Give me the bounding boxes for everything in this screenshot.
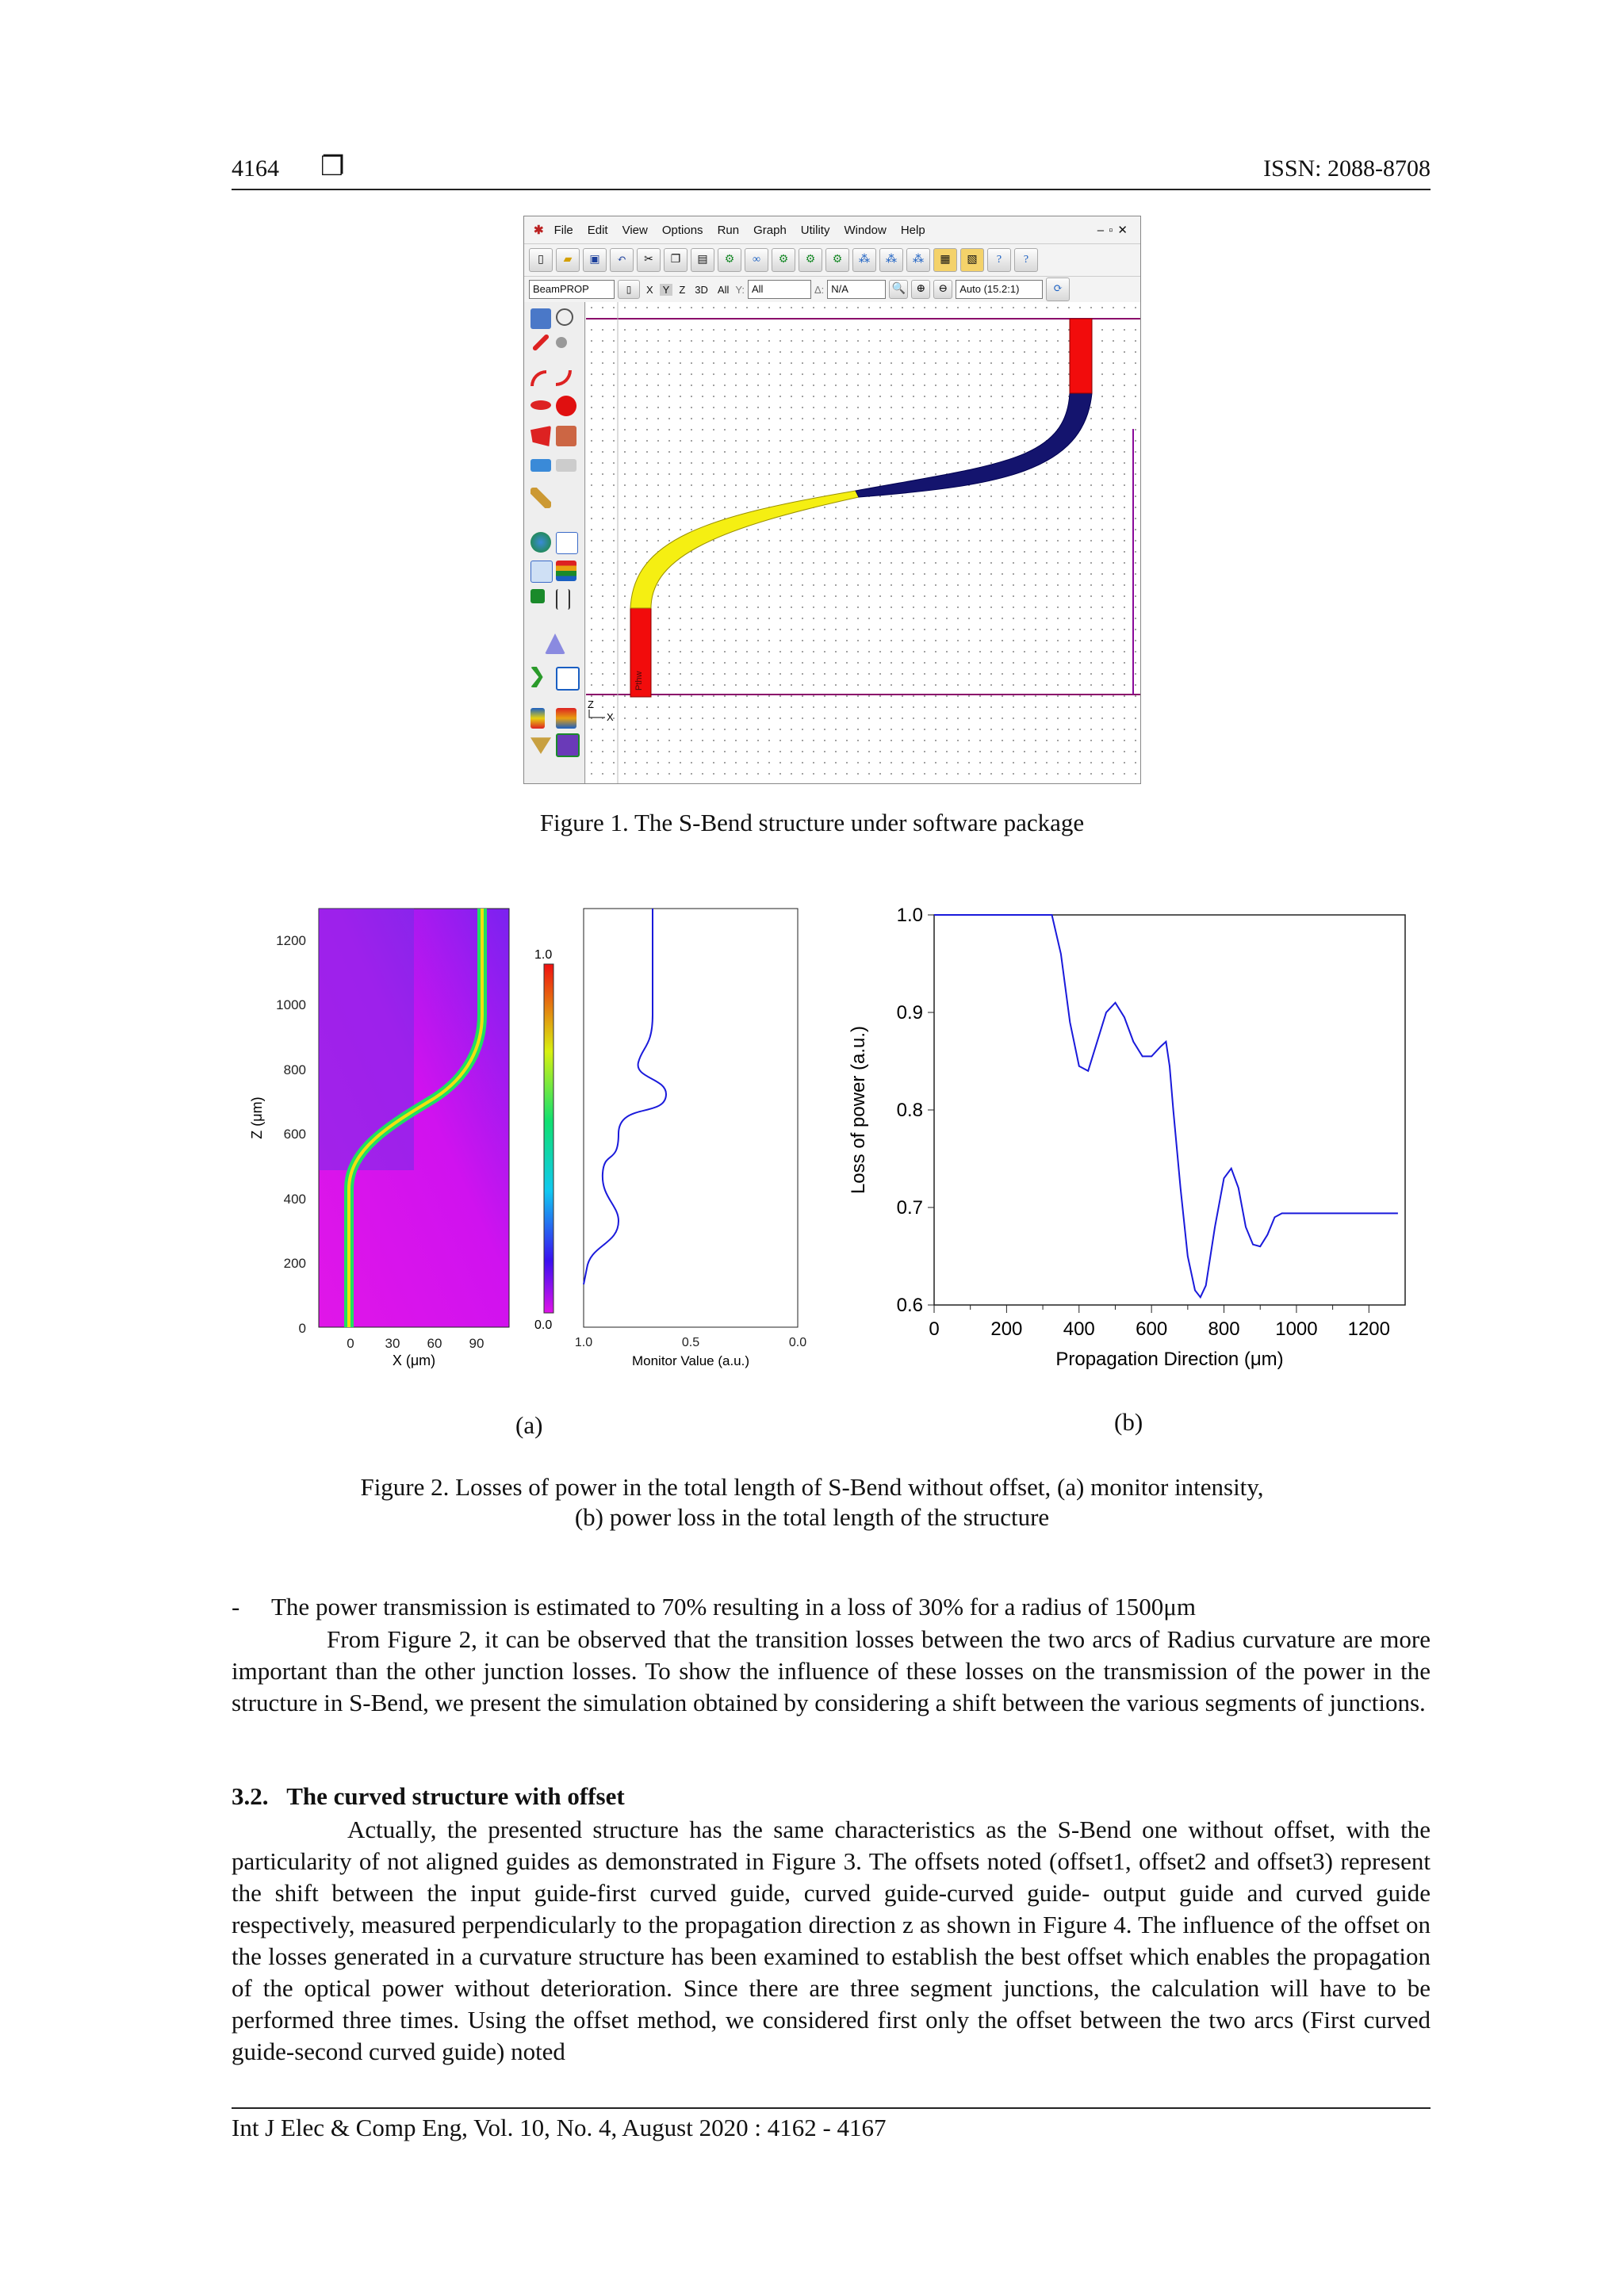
y-tick-label: 1.0 — [896, 905, 923, 926]
zoom-fit-icon[interactable]: ⊕ — [911, 280, 930, 299]
fig2a-y-tick: 200 — [283, 1256, 306, 1271]
layout-canvas[interactable] — [586, 302, 1140, 783]
fig2a-x-tick: 0 — [347, 1336, 354, 1351]
grid-tool-icon[interactable] — [530, 561, 553, 583]
figure2-caption-line2: (b) power loss in the total length of the structure — [574, 1503, 1050, 1531]
cut-icon[interactable]: ✂ — [637, 248, 661, 272]
fig2a-x-tick: 60 — [427, 1336, 442, 1351]
tool-e-icon[interactable]: ⚙ — [825, 248, 849, 272]
ellipse-icon[interactable] — [530, 400, 551, 410]
undo-icon[interactable]: ↶ — [610, 248, 634, 272]
first-curved-guide[interactable] — [630, 491, 859, 608]
chart-icon[interactable]: ▦ — [933, 248, 957, 272]
delta-field-label: Δ: — [814, 283, 825, 296]
tool-g-icon[interactable]: ⁂ — [879, 248, 903, 272]
symbols-icon[interactable] — [530, 733, 551, 754]
figure2-caption-line1: Figure 2. Losses of power in the total length of S-Bend without offset, (a) monitor intensity, — [360, 1473, 1264, 1501]
x-tick-label: 600 — [1136, 1318, 1168, 1340]
colorbar-bottom-label: 0.0 — [534, 1318, 553, 1332]
chart-y-label: Loss of power (a.u.) — [848, 1025, 869, 1195]
globe-icon[interactable] — [530, 532, 551, 553]
footer-text: Int J Elec & Comp Eng, Vol. 10, No. 4, August 2020 : 4162 - 4167 — [232, 2114, 887, 2141]
fxyz-icon[interactable] — [530, 589, 545, 603]
header-rule — [232, 189, 1431, 190]
fig2a-sub-label: (a) — [515, 1411, 543, 1439]
zoom-out-icon[interactable]: ⊖ — [933, 280, 952, 299]
app-icon: ✱ — [534, 224, 544, 237]
issn: ISSN: 2088-8708 — [1263, 155, 1431, 182]
fig2b-sub-label: (b) — [1114, 1408, 1143, 1436]
field-map-radiation — [319, 909, 414, 1170]
text-tool-icon[interactable] — [530, 459, 551, 472]
menu-view[interactable]: View — [622, 223, 648, 237]
launch-icon[interactable] — [545, 633, 565, 654]
menu-options[interactable]: Options — [661, 223, 703, 237]
figure1-caption: Figure 1. The S-Bend structure under software package — [539, 809, 1085, 836]
open-folder-icon[interactable]: ▰ — [556, 248, 580, 272]
axis-indicator — [589, 710, 605, 718]
magnifier-icon[interactable] — [556, 308, 573, 326]
wrench-icon[interactable] — [530, 488, 551, 508]
y-field[interactable]: All — [748, 280, 811, 299]
straight-guide-icon[interactable] — [532, 334, 550, 352]
profile-icon[interactable] — [556, 561, 576, 581]
output-guide[interactable] — [1070, 319, 1092, 393]
page-number: 4164 — [232, 155, 279, 182]
fig2a-x-tick: 90 — [469, 1336, 485, 1351]
delta-field[interactable]: N/A — [827, 280, 886, 299]
x-tick-label: 1200 — [1347, 1318, 1391, 1340]
x-tick-label: 400 — [1063, 1318, 1095, 1340]
monitor-tick: 1.0 — [574, 1336, 593, 1349]
colorbar-top-label: 1.0 — [534, 948, 553, 962]
main-toolbar — [524, 243, 1140, 276]
view-3d-button[interactable]: 3D — [695, 283, 708, 296]
list-icon[interactable] — [556, 532, 578, 554]
y-tick-label: 0.7 — [896, 1197, 923, 1219]
bullet-text: The power transmission is estimated to 70% resulting in a loss of 30% for a radius of 1500μm — [271, 1593, 1197, 1621]
axis-z-label: Z — [588, 698, 594, 710]
step-icon[interactable]: ▯ — [618, 280, 640, 299]
monitor-tick: 0.0 — [788, 1336, 807, 1349]
menu-bar — [524, 216, 1140, 243]
figure2b-chart — [841, 888, 1427, 1395]
fig2a-y-tick: 600 — [283, 1127, 306, 1142]
bullet-dash: - — [232, 1593, 240, 1621]
menu-utility[interactable]: Utility — [800, 223, 830, 237]
axis-y-button[interactable]: Y — [660, 284, 673, 296]
section-heading: 3.2. The curved structure with offset — [232, 1782, 625, 1810]
second-curved-guide[interactable] — [856, 393, 1092, 497]
axis-x-button[interactable]: X — [646, 283, 653, 296]
chart-x-label: Propagation Direction (μm) — [1055, 1349, 1284, 1370]
fig2a-y-tick: 1000 — [276, 997, 306, 1012]
pathway-label: Pthw — [634, 671, 644, 691]
pointer-icon[interactable] — [530, 308, 551, 329]
monitor-label: Monitor Value (a.u.) — [631, 1353, 750, 1368]
footer-rule — [232, 2107, 1431, 2109]
save-icon[interactable]: ▣ — [583, 248, 607, 272]
tool-palette — [524, 302, 585, 783]
axis-x-label: X — [607, 711, 614, 723]
menu-help[interactable]: Help — [900, 223, 925, 237]
refresh-icon[interactable]: ⟳ — [1046, 277, 1070, 301]
fig2a-y-tick: 1200 — [276, 933, 306, 948]
x-tick-label: 200 — [990, 1318, 1023, 1340]
help-cad-icon[interactable]: ? — [987, 248, 1011, 272]
loss-series-line — [934, 915, 1398, 1297]
fz-icon[interactable] — [556, 589, 570, 610]
x-tick-label: 0 — [929, 1318, 940, 1340]
circle-icon[interactable] — [556, 396, 576, 416]
fig2a-y-label: Z (μm) — [249, 1096, 265, 1139]
menu-file[interactable]: File — [553, 223, 573, 237]
taper-icon[interactable] — [556, 337, 567, 348]
fig2a-x-label: X (μm) — [392, 1353, 436, 1368]
dim-tool-icon[interactable] — [556, 459, 576, 472]
menu-window[interactable]: Window — [844, 223, 887, 237]
monitor-icon[interactable] — [530, 708, 545, 729]
box-icon: ❐ — [320, 152, 345, 182]
beamprop-window — [523, 216, 1141, 784]
paragraph-1: From Figure 2, it can be observed that the transition losses between the two arcs of Radius curvature are more important than the other junction losses. To show the influence of these losses on the transmission of the power in the structure in S-Bend, we present the simulation obtained by considering a shift between the various segments of junctions. — [232, 1625, 1431, 1716]
y-tick-label: 0.8 — [896, 1100, 923, 1121]
display-icon[interactable] — [556, 708, 576, 729]
monitor-plot — [584, 909, 798, 1327]
chart-frame — [934, 915, 1405, 1305]
monitor-tick: 0.5 — [681, 1336, 700, 1349]
fig2a-x-tick: 30 — [385, 1336, 400, 1351]
menu-graph[interactable]: Graph — [753, 223, 787, 237]
zoom-in-icon[interactable]: 🔍 — [889, 280, 908, 299]
menu-edit[interactable]: Edit — [587, 223, 608, 237]
sbend-icon[interactable] — [556, 370, 572, 386]
fig2a-y-tick: 400 — [283, 1192, 306, 1207]
sbend-layout — [586, 302, 1140, 783]
tool-f-icon[interactable]: ⁂ — [852, 248, 876, 272]
new-file-icon[interactable]: ▯ — [529, 248, 553, 272]
fig2a-y-tick: 800 — [283, 1062, 306, 1077]
view-toolbar — [524, 276, 1140, 302]
tool-b-icon[interactable]: ∞ — [745, 248, 768, 272]
tool-a-icon[interactable]: ⚙ — [718, 248, 741, 272]
tool-d-icon[interactable]: ⚙ — [799, 248, 822, 272]
y-tick-label: 0.6 — [896, 1295, 923, 1316]
menu-run[interactable]: Run — [717, 223, 740, 237]
grating-icon[interactable] — [556, 426, 576, 446]
colorbar — [544, 964, 553, 1313]
figure2a — [238, 888, 841, 1395]
tool-h-icon[interactable]: ⁂ — [906, 248, 930, 272]
axis-z-button[interactable]: Z — [679, 283, 686, 296]
y-field-label: Y: — [735, 283, 745, 296]
y-tick-label: 0.9 — [896, 1002, 923, 1024]
tool-c-icon[interactable]: ⚙ — [772, 248, 795, 272]
layers-icon[interactable]: ▧ — [960, 248, 984, 272]
help-sim-icon[interactable]: ? — [1014, 248, 1038, 272]
x-tick-label: 1000 — [1275, 1318, 1318, 1340]
mmi-icon[interactable] — [556, 667, 580, 691]
x-tick-label: 800 — [1208, 1318, 1240, 1340]
polygon-icon[interactable] — [530, 426, 551, 446]
program-select[interactable]: BeamPROP — [529, 280, 615, 299]
copy-icon[interactable]: ❐ — [664, 248, 688, 272]
layout-icon[interactable] — [556, 733, 580, 757]
paragraph-2: Actually, the presented structure has the same characteristics as the S-Bend one without offset, with the particularity of not aligned guides as demonstrated in Figure 3. The offsets noted (offset1, offset2 and offset3) represent the shift between the input guide-first curved guide, curved guide-curved guide- output guide and curved guide respectively, measured perpendicularly to the propagation direction z as shown in Figure 4. The influence of the offset on the losses generated in a curvature structure has been examined to establish the best offset which enables the propagation of the optical power without deterioration. Since there are three segment junctions, the calculation will have to be performed three times. Using the offset method, we considered first only the offset between the two arcs (First curved guide-second curved guide) noted — [232, 1816, 1431, 2065]
zoom-select[interactable]: Auto (15.2:1) — [956, 280, 1043, 299]
arc-guide-icon[interactable] — [530, 370, 546, 386]
coupler-icon[interactable] — [530, 667, 551, 687]
paste-icon[interactable]: ▤ — [691, 248, 714, 272]
view-all-button[interactable]: All — [717, 283, 730, 296]
window-controls-icon[interactable]: –▫✕ — [1097, 224, 1132, 237]
fig2a-y-tick: 0 — [298, 1321, 306, 1336]
